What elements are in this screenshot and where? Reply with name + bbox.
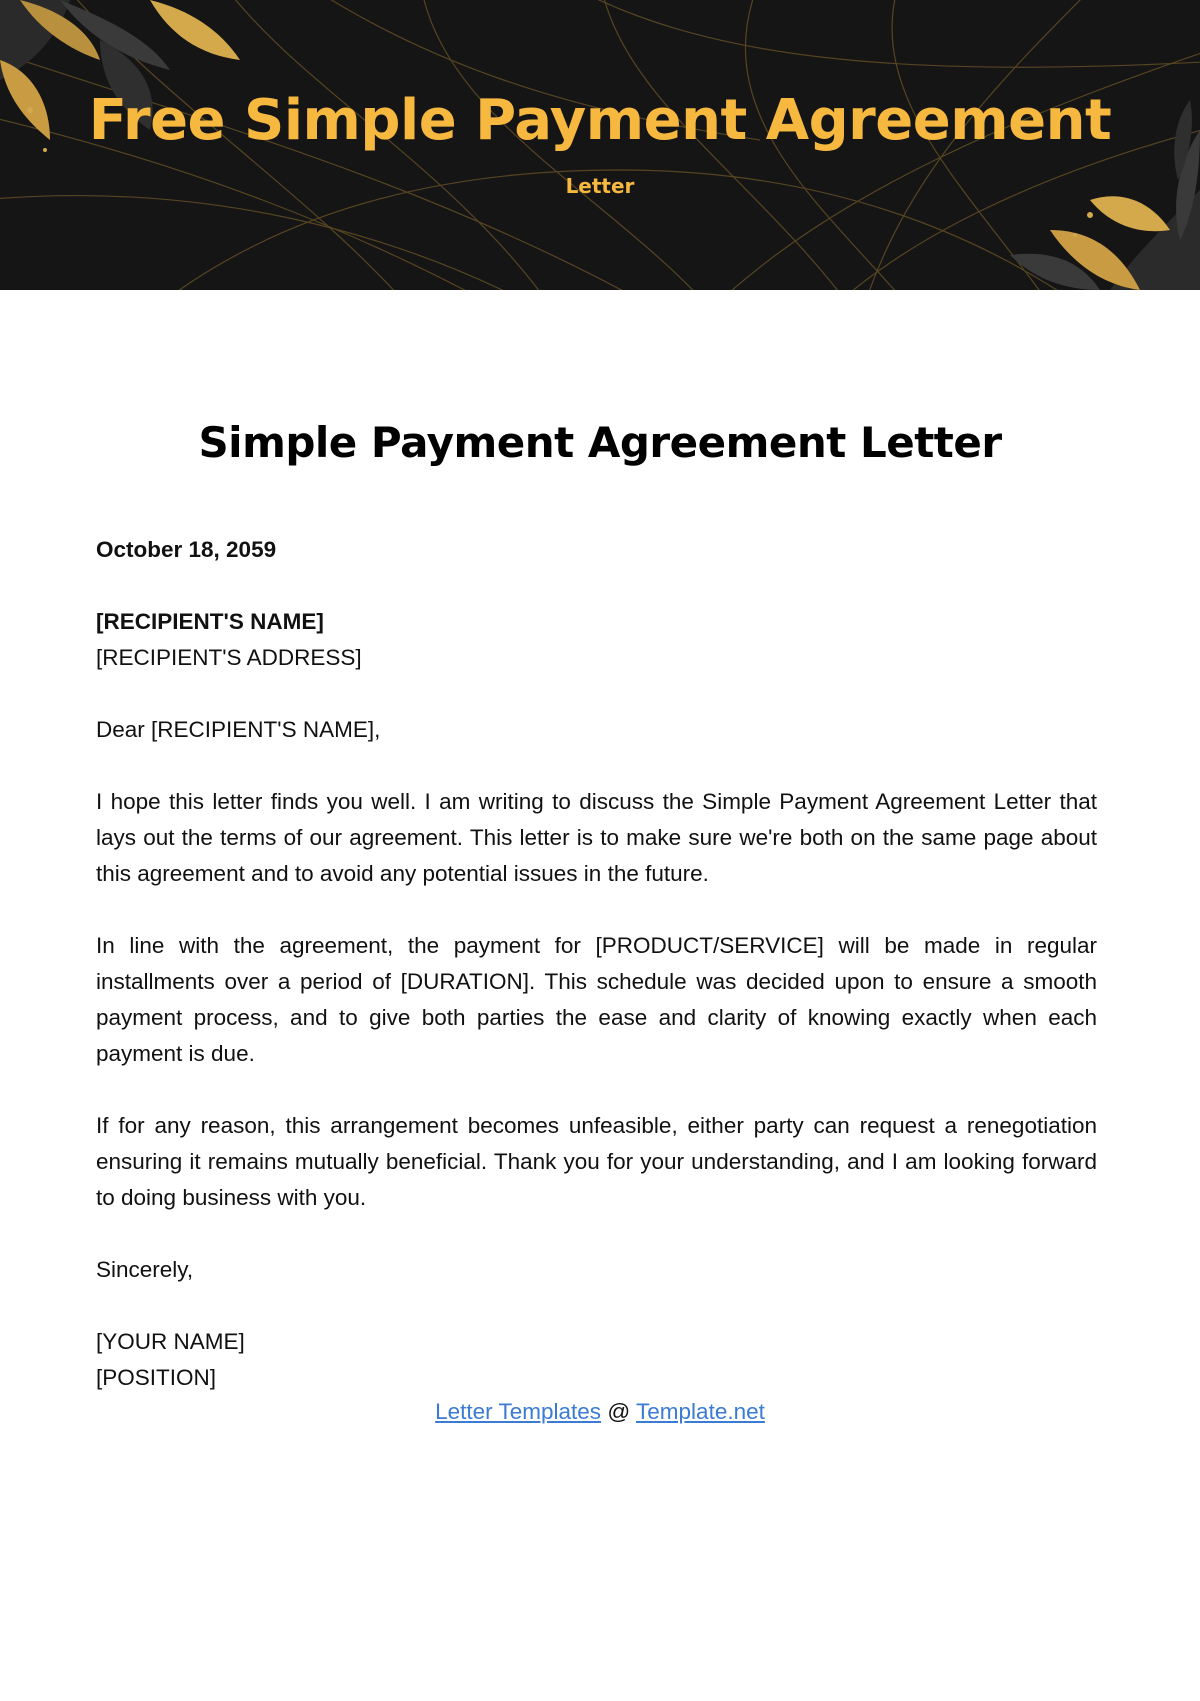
signer-name: [YOUR NAME] <box>96 1329 245 1354</box>
page-title: Simple Payment Agreement Letter <box>198 418 1002 467</box>
letter-templates-link[interactable]: Letter Templates <box>435 1399 602 1424</box>
signer-position: [POSITION] <box>96 1365 217 1390</box>
footer-credit <box>0 1394 1200 1430</box>
template-net-link[interactable]: Template.net <box>636 1399 765 1424</box>
paragraph-3: If for any reason, this arrangement becomes unfeasible, either party can request a renegotiation ensuring it remains mutually beneficial. Thank you for your understanding, and I am looking forward to doing business with you. <box>96 1113 1097 1210</box>
closing: Sincerely, <box>96 1257 194 1282</box>
salutation: Dear [RECIPIENT'S NAME], <box>96 717 381 742</box>
paragraph-2: In line with the agreement, the payment for [PRODUCT/SERVICE] will be made in regular installments over a period of [DURATION]. This schedule was decided upon to ensure a smooth payment process, and to give both parties the ease and clarity of knowing exactly when each payment is due. <box>96 933 1097 1066</box>
header-banner <box>0 0 1200 290</box>
recipient-name: [RECIPIENT'S NAME] <box>96 609 324 634</box>
banner-title: Free Simple Payment Agreement <box>88 88 1112 153</box>
banner-subtitle: Letter <box>565 174 635 198</box>
paragraph-1: I hope this letter finds you well. I am writing to discuss the Simple Payment Agreement Letter that lays out the terms of our agreement. This letter is to make sure we're both on the same page about this agreement and to avoid any potential issues in the future. <box>96 789 1097 886</box>
letter-date: October 18, 2059 <box>96 537 277 562</box>
footer-separator: @ <box>607 1399 631 1424</box>
recipient-address: [RECIPIENT'S ADDRESS] <box>96 645 362 670</box>
letter-body <box>96 532 1097 1396</box>
